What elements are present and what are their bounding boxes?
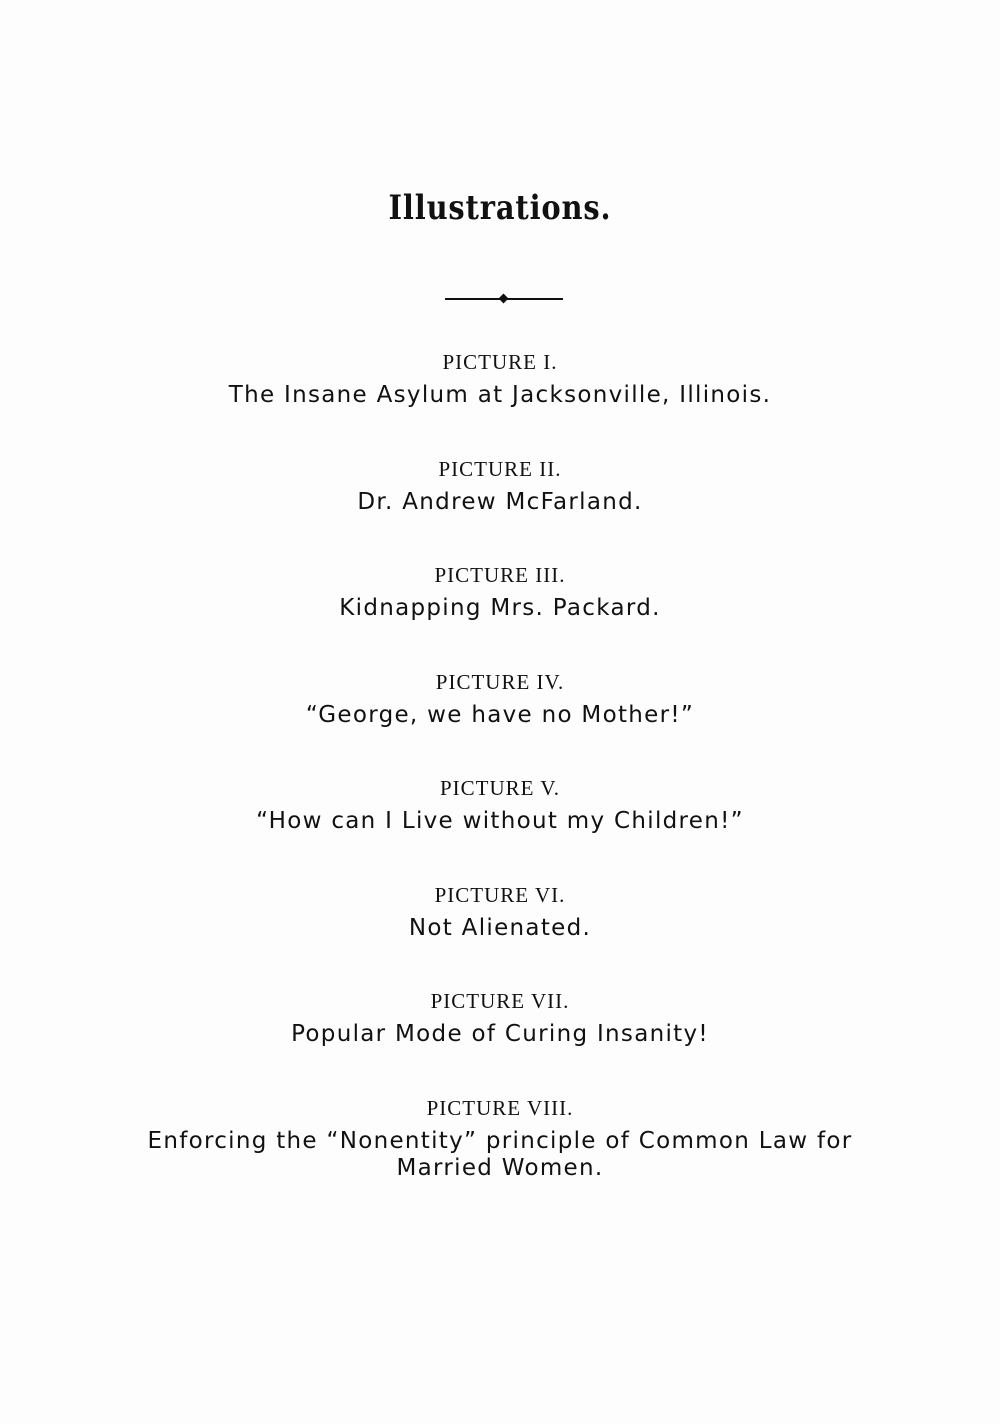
picture-label: PICTURE VIII.	[426, 1095, 574, 1120]
picture-caption: “George, we have no Mother!”	[305, 701, 695, 728]
list-item	[0, 983, 1000, 1090]
picture-label: PICTURE VII.	[430, 989, 570, 1013]
list-item	[0, 1090, 1000, 1197]
list-item	[0, 664, 1000, 771]
list-item	[0, 451, 1000, 558]
list-item	[0, 344, 1000, 451]
picture-label: PICTURE IV.	[435, 669, 565, 694]
picture-label: PICTURE I.	[442, 350, 558, 374]
picture-label: PICTURE VI.	[434, 882, 566, 907]
page-title: Illustrations.	[388, 188, 612, 228]
picture-caption: Enforcing the “Nonentity” principle of Common Law for Married Women.	[147, 1127, 853, 1181]
picture-caption: Kidnapping Mrs. Packard.	[339, 595, 661, 621]
list-item	[0, 557, 1000, 664]
picture-label: PICTURE II.	[438, 456, 562, 481]
picture-caption: “How can I Live without my Children!”	[256, 808, 744, 834]
picture-caption: The Insane Asylum at Jacksonville, Illinois.	[228, 382, 772, 408]
picture-caption: Popular Mode of Curing Insanity!	[291, 1021, 709, 1047]
diamond-ornament-icon	[499, 294, 509, 304]
list-item	[0, 877, 1000, 984]
picture-caption: Not Alienated.	[408, 914, 592, 941]
list-item	[0, 770, 1000, 877]
picture-label: PICTURE III.	[434, 563, 566, 587]
picture-caption: Dr. Andrew McFarland.	[357, 488, 643, 515]
illustrations-list	[0, 344, 1000, 1196]
picture-label: PICTURE V.	[439, 776, 561, 800]
